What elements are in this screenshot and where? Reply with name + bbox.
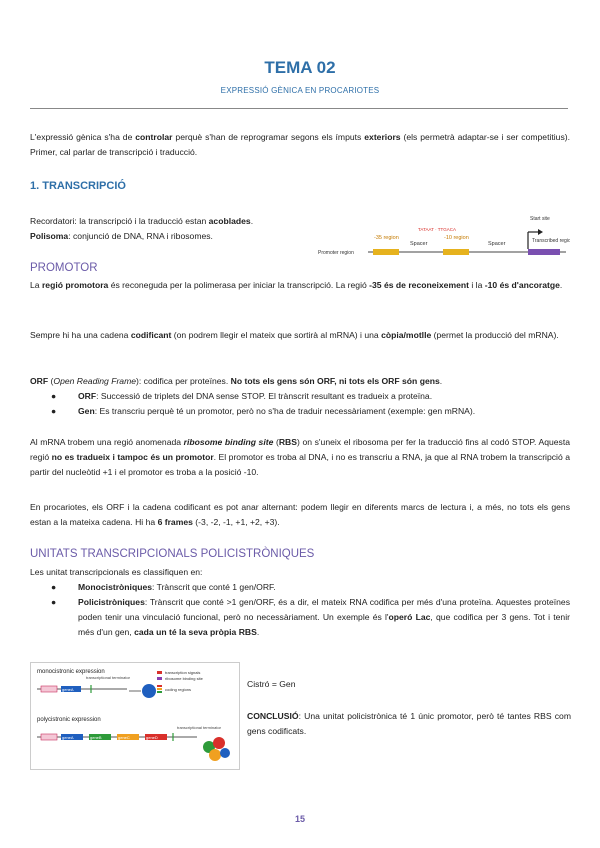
text: (-3, -2, -1, +1, +2, +3). (192, 517, 280, 527)
text: En procariotes, els ORF i la cadena codificant es pot anar alternant: podem llegir en diferents marcs de lectura i, a més, no tots els gens estan a la mateixa cadena. Hi ha (30, 502, 570, 527)
list-item (30, 389, 570, 404)
legend-coding: coding regions (165, 687, 192, 692)
text-bold: ORF (78, 391, 97, 401)
text-bold: acoblades (208, 216, 251, 226)
text: perquè s'han de reprogramar segons els ímputs (172, 132, 365, 142)
recordatori-block (30, 214, 320, 244)
text: . (439, 376, 443, 386)
rbs-paragraph (30, 435, 570, 480)
poly-protein-orange (209, 749, 221, 761)
text-bold: ORF (30, 376, 49, 386)
text: ): codifica per proteïnes. (136, 376, 231, 386)
text-bold: regió promotora (41, 280, 109, 290)
text-bold: 6 frames (157, 517, 193, 527)
bullet-icon: ● (51, 597, 57, 607)
text-bold: no es tradueix i tampoc és un promotor (51, 452, 214, 462)
poly-promoter-box (41, 734, 57, 740)
orf-block (30, 374, 570, 419)
text: (on podrem llegir el mateix que sortirà al mRNA) i una (171, 330, 382, 340)
mono-terminator-label: transcriptional terminator (86, 675, 131, 680)
text: i la (469, 280, 485, 290)
text: (permet la producció del mRNA). (431, 330, 559, 340)
text-bold: Policistròniques (78, 597, 145, 607)
text: . El promotor es troba al DNA, i no es transcriu a RNA, ja que al RNA trobem la transcripció a partir del nucleòtid +1 i el promotor es troba a la posició -10. (30, 452, 570, 477)
bullet-icon: ● (51, 582, 57, 592)
page-title: TEMA 02 (264, 58, 336, 77)
text-bold-italic: ribosome binding site (183, 437, 274, 447)
unitats-block (30, 565, 570, 640)
text-bold: operó Lac (388, 612, 431, 622)
mono-protein-blob (142, 684, 156, 698)
text: : conjunció de DNA, RNA i ribosomes. (68, 231, 213, 241)
spacer2-label: Spacer (488, 241, 506, 247)
text: : Es transcriu perquè té un promotor, però no s'ha de traduir necessàriament (exemple: gen mRNA). (94, 406, 476, 416)
text: (els permetrà adaptar-se i ser competitius). Primer, cal parlar de transcripció i traducció. (30, 132, 570, 157)
consensus-note: TATAAT · TTGACA (418, 227, 457, 232)
legend-rbs: ribosome binding site (165, 676, 203, 681)
text-bold: codificant (130, 330, 172, 340)
text-bold: -35 és de reconeixement (369, 280, 469, 290)
spacer1-label: Spacer (410, 241, 428, 247)
promoter-diagram-svg (318, 212, 570, 260)
bullet-icon: ● (51, 406, 57, 416)
legend-transcription: transcription signals (165, 670, 201, 675)
text: : Una unitat policistrònica té 1 únic promotor, però té tantes RBS com gens codificats. (247, 711, 571, 736)
text: : Trànscrit que conté 1 gen/ORF. (152, 582, 276, 592)
text-bold: Polisoma (30, 231, 69, 241)
section-heading-unitats: UNITATS TRANSCRIPCIONALS POLICISTRÒNIQUES (30, 548, 315, 560)
poly-geneD-label: geneD (146, 735, 158, 740)
conclusio-block (247, 709, 571, 739)
text: ) on s'uneix el ribosoma per fer la traducció fins al codó STOP. Aquesta regió (30, 437, 571, 462)
minus10-label: -10 region (444, 235, 469, 241)
text: Recordatori: la transcripció i la traducció estan (30, 216, 209, 226)
text: L'expressió gènica s'ha de (30, 132, 136, 142)
mono-geneA-label: geneA (62, 687, 74, 692)
cadena-paragraph (30, 328, 570, 343)
list-item (30, 580, 570, 595)
list-item (30, 404, 570, 419)
section-heading-transcripcio: 1. TRANSCRIPCIÓ (30, 180, 126, 192)
intro-paragraph (30, 130, 570, 160)
cistro-definition: Cistró = Gen (247, 679, 296, 689)
text-bold: còpia/motlle (381, 330, 432, 340)
text: és reconeguda per la polimerasa per iniciar la transcripció. La regió (108, 280, 370, 290)
poly-protein-blue (220, 748, 230, 758)
text-bold: exteriors (364, 132, 401, 142)
poly-geneA-label: geneA (62, 735, 74, 740)
legend-purple-swatch (157, 677, 162, 680)
poly-title: polycistronic expression (37, 717, 101, 723)
section-heading-promotor: PROMOTOR (30, 262, 98, 274)
text-bold: Monocistròniques (78, 582, 153, 592)
transcribed-label: Transcribed region (532, 238, 570, 244)
mono-promoter-box (41, 686, 57, 692)
text-bold: cada un té la seva pròpia RBS (134, 627, 257, 637)
promoter-diagram (318, 212, 570, 260)
transcribed-box (528, 249, 560, 255)
text: . (250, 216, 254, 226)
text: La (30, 280, 42, 290)
text-bold: -10 és d'ancoratge (484, 280, 560, 290)
minus35-box (373, 249, 399, 255)
text: Al mRNA trobem una regió anomenada (30, 437, 184, 447)
text-bold: No tots els gens són ORF, ni tots els ORF són gens (230, 376, 440, 386)
text: : Trànscrit que conté >1 gen/ORF, és a dir, el mateix RNA codifica per més d'una proteïna. Aquestes proteïnes poden tenir una vinculació funcional, però no necessàriament. Un exemple és l' (78, 597, 570, 622)
list-item (30, 595, 570, 640)
text: . (256, 627, 260, 637)
text-bold: RBS (278, 437, 297, 447)
text-bold: controlar (135, 132, 173, 142)
text: . (559, 280, 563, 290)
text-bold: CONCLUSIÓ (247, 711, 299, 721)
frames-paragraph (30, 500, 570, 530)
bullet-icon: ● (51, 391, 57, 401)
page-number: 15 (294, 814, 305, 824)
text-bold: Gen (78, 406, 95, 416)
text-italic: Open Reading Frame (53, 376, 137, 386)
unitats-intro: Les unitat transcripcionals es classifiquen en: (30, 567, 203, 577)
page-subtitle: EXPRESSIÓ GÈNICA EN PROCARIOTES (220, 86, 380, 95)
minus10-box (443, 249, 469, 255)
text: , que codifica per 3 gens. Tot i tenir més d'un gen, (78, 612, 570, 637)
poly-terminator-label: transcriptional terminator (177, 725, 222, 730)
promotor-paragraph (30, 278, 570, 293)
text: ( (48, 376, 54, 386)
mono-title: monocistronic expression (37, 669, 105, 675)
start-site-label: Start site (530, 216, 550, 222)
minus35-label: -35 region (374, 235, 399, 241)
promoter-region-label: Promoter region (318, 250, 354, 256)
text: ( (273, 437, 279, 447)
cistro-note (247, 677, 571, 692)
start-arrow-icon (538, 229, 543, 235)
text: Sempre hi ha una cadena (30, 330, 131, 340)
poly-geneC-label: geneC (118, 735, 130, 740)
header-divider (30, 108, 568, 109)
legend-red-swatch (157, 671, 162, 674)
poly-protein-red (213, 737, 225, 749)
cistron-diagram-svg (31, 663, 239, 769)
poly-geneB-label: geneB (90, 735, 102, 740)
cistron-diagram (30, 662, 240, 770)
text: : Successió de triplets del DNA sense STOP. El trànscrit resultant es tradueix a proteïna. (96, 391, 433, 401)
